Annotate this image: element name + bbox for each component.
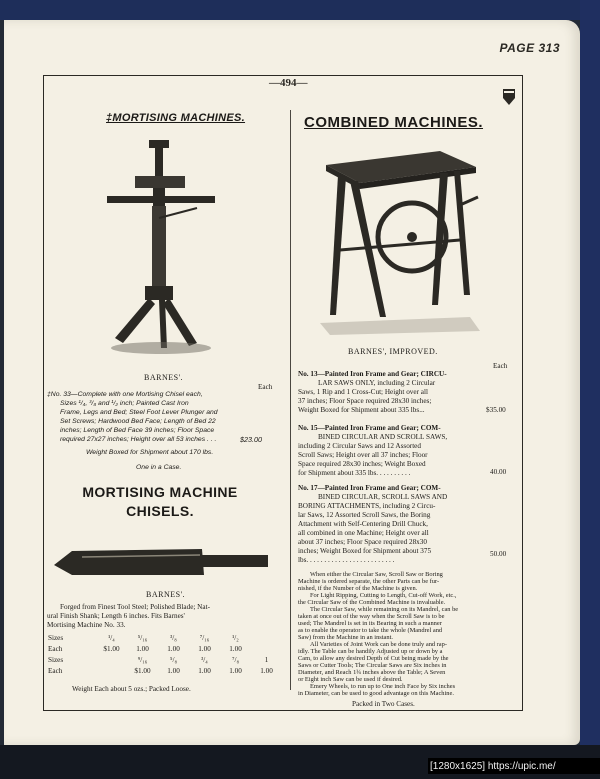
mortising-machine-illustration [105,138,220,358]
item-13-line: No. 13—Painted Iron Frame and Gear; CIRCU- [298,370,447,378]
each-label: Each [493,362,508,370]
page-label: PAGE 313 [499,41,560,55]
product-price: $23.00 [240,435,262,444]
note-line: Saws or Cutter Tools; The Circular Saws are Six inches in [298,662,447,669]
item-15-line: Scroll Saws; Height over all 37 inches; Floor [298,451,428,459]
watermark-text: [1280x1625] https://upic.me/ [430,761,556,772]
note-line: used; The Mandrel is set in its Bearing in such a manner [298,620,442,627]
item-13-line: Saws, 1 Rip and 1 Cross-Cut; Height over all [298,388,428,396]
note-line: or Eight inch Saw can be used if desired. [298,676,403,683]
book-binding-right [580,0,600,779]
note-line: Cam, to allow any desired Depth of Cut being made by the [298,655,449,662]
table-row: Sizes ⁹/₁₆ ⁵/₈ ³/₄ ⁷/₈ 1 [48,655,269,664]
note-line: Emery Wheels, to run up to One inch Face by Six inches [310,683,456,690]
note-line: For Light Ripping, Cutting to Length, Cut-off Work, etc., [310,592,457,599]
chisel-desc-line: Mortising Machine No. 33. [47,621,126,629]
mortising-machines-heading: ‡MORTISING MACHINES. [106,112,246,124]
item-17-line: BINED CIRCULAR, SCROLL SAWS AND [318,493,448,501]
item-17-line: Attachment with Self-Centering Drill Chuck, [298,520,428,528]
item-13-line: 37 inches; Floor Space required 28x30 inches; [298,397,432,405]
combined-machine-illustration [320,145,480,335]
product-line: ‡No. 33—Complete with one Mortising Chisel each, [47,391,203,398]
chisels-heading-line2: CHISELS. [126,503,194,519]
note-line: Machine is ordered separate, the other Parts can be fur- [298,578,440,585]
item-15-line: including 2 Circular Saws and 12 Assorted [298,442,421,450]
chisels-heading-line1: MORTISING MACHINE [82,484,238,500]
item-17-line: about 37 inches; Floor Space required 28x30 [298,538,427,546]
weight-note: Weight Boxed for Shipment about 170 lbs. [86,449,214,456]
item-17-line: No. 17—Painted Iron Frame and Gear; COM- [298,484,441,492]
mortising-chisel-illustration [52,545,270,583]
item-13-line: LAR SAWS ONLY, including 2 Circular [318,379,436,387]
book-binding-top [0,0,600,20]
note-line: taken at once out of the way when the Scroll Saw is to be [298,613,445,620]
machine-caption: BARNES'. [144,373,184,382]
item-15-line: BINED CIRCULAR AND SCROLL SAWS, [318,433,448,441]
item-17-price: 50.00 [490,550,507,558]
product-line: Set Screws; Hardwood Bed Face; Length of Bed 22 [60,418,216,425]
item-15-line: No. 15—Painted Iron Frame and Gear; COM- [298,424,441,432]
product-line: Frame, Legs and Bed; Steel Foot Lever Plunger and [60,409,218,416]
chisel-desc-line: ural Finish Shank; Length 6 inches. Fits Barnes' [47,612,185,620]
item-15-line: for Shipment about 335 lbs. . . . . . . . . . [298,469,411,477]
packing-note: Packed in Two Cases. [352,700,415,708]
item-15-line: Space required 28x30 inches; Weight Boxed [298,460,426,468]
chisel-size-table [46,632,282,676]
product-line: Sizes ¹/₄, ³/₈ and ¹/₂ inch; Painted Cast Iron [60,400,189,407]
item-17-line: all combined in one Machine; Height over all [298,529,429,537]
note-line: Saw) from the Machine in an instant. [298,634,393,641]
item-13-price: $35.00 [486,406,506,414]
table-row: Each $1.00 1.00 1.00 1.00 1.00 [48,666,273,675]
product-line: inches; Length of Bed Face 39 inches; Floor Space [60,427,215,434]
each-label: Each [258,383,273,391]
product-line: required 27x27 inches; Height over all 53 inches . . . [60,436,217,443]
note-line: idly. The Table can be handily Adjusted up or down by a [298,648,443,655]
note-line: When either the Circular Saw, Scroll Saw or Boring [310,571,443,578]
item-17-line: BORING ATTACHMENTS, including 2 Circu- [298,502,436,510]
combined-caption: BARNES', IMPROVED. [348,347,438,356]
chisel-weight: Weight Each about 5 ozs.; Packed Loose. [72,685,191,693]
item-13-line: Weight Boxed for Shipment about 335 lbs... [298,406,425,414]
table-row: Sizes ¹/₄ ⁵/₁₆ ³/₈ ⁷/₁₆ ¹/₂ [48,633,239,642]
note-line: as to enable the operator to take the whole (Mandrel and [298,627,443,634]
combined-machines-heading: COMBINED MACHINES. [304,114,484,131]
note-line: All Varieties of Joint Work can be done truly and rap- [310,641,447,648]
column-divider [290,110,291,690]
item-15-price: 40.00 [490,468,507,476]
case-note: One in a Case. [136,464,182,471]
note-line: The Circular Saw, while remaining on its Mandrel, can be [310,606,459,613]
item-17-line: lbs. . . . . . . . . . . . . . . . . . . . . . . . . [298,556,395,564]
table-row: Each $1.00 1.00 1.00 1.00 1.00 [48,644,242,653]
item-17-line: inches; Weight Boxed for Shipment about 375 [298,547,432,555]
note-line: Diameter, and Reach 1¾ inches above the Table; A Seven [298,669,446,676]
note-line: in Diameter, can be used to good advantage on this Machine. [298,690,454,697]
chisel-caption: BARNES'. [146,590,186,599]
frame-number: —494— [269,77,308,89]
note-line: the Circular Saw of the Combined Machine is invaluable. [298,599,446,606]
item-17-line: lar Saws, 12 Assorted Scroll Saws, the Boring [298,511,431,519]
chisel-desc-line: Forged from Finest Tool Steel; Polished Blade; Nat- [60,603,210,611]
note-line: nished, if the Number of the Machine is given. [298,585,418,592]
